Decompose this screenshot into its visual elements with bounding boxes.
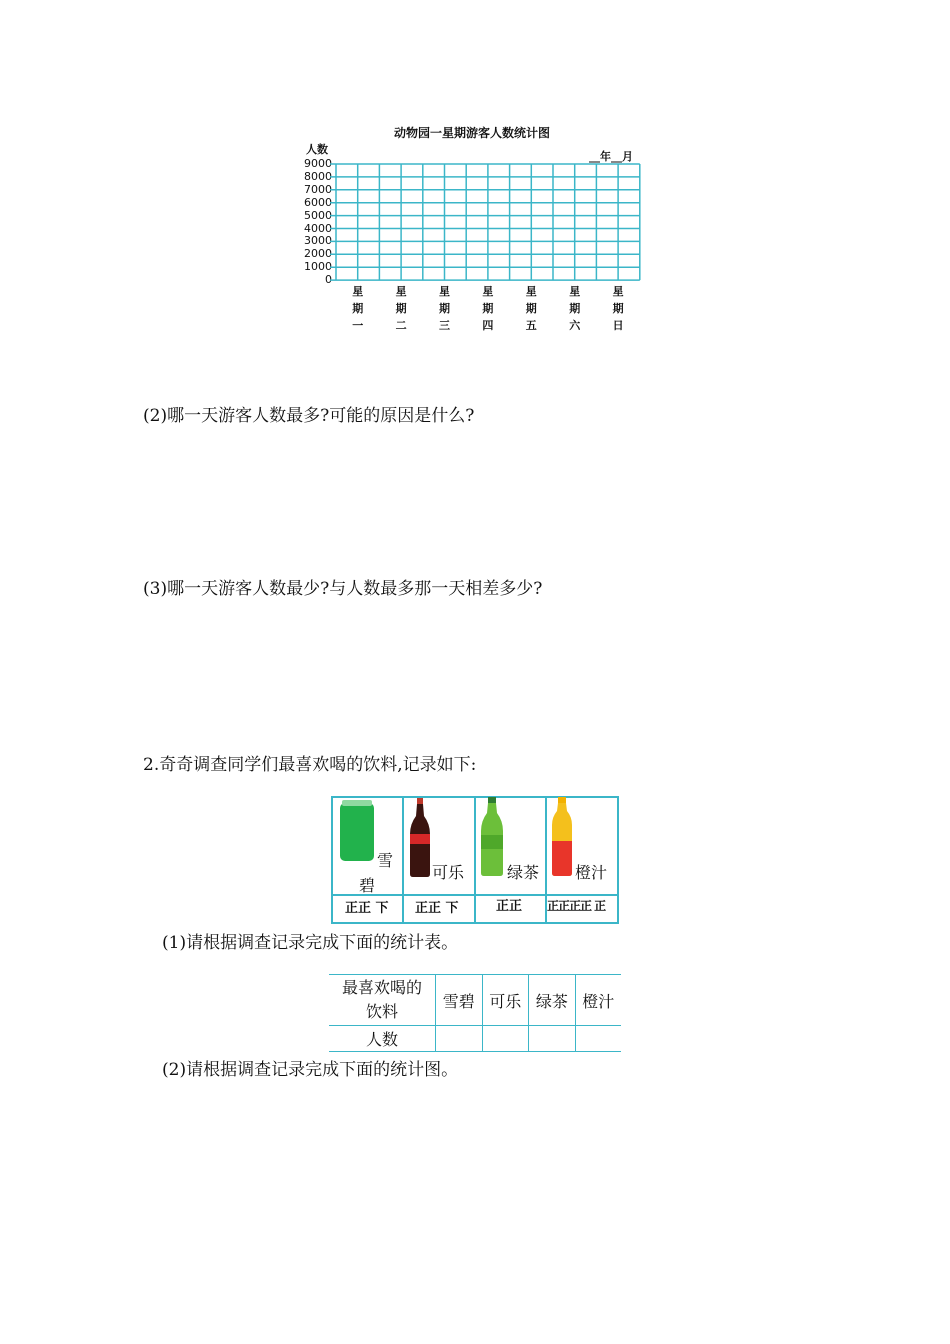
green-tea-bottle-icon	[479, 797, 505, 877]
chart-title: 动物园一星期游客人数统计图	[394, 126, 551, 140]
table-cell-cola[interactable]	[482, 1026, 529, 1052]
tally-sprite: 正正 下	[345, 901, 389, 916]
y-tick-label: 4000	[304, 221, 332, 235]
y-tick-label: 9000	[304, 157, 332, 170]
table-row-label-count: 人数	[329, 1026, 436, 1052]
table-cell-sprite[interactable]	[436, 1026, 483, 1052]
question-3: (3)哪一天游客人数最少?与人数最多那一天相差多少?	[143, 579, 543, 599]
y-tick-label: 7000	[304, 182, 332, 196]
table-header-cola: 可乐	[482, 975, 529, 1026]
statistics-table	[329, 974, 621, 1052]
table-header-green-tea: 绿茶	[529, 975, 576, 1026]
tally-green-tea: 正正	[496, 899, 523, 914]
sprite-can-icon	[338, 799, 376, 863]
y-tick-label: 0	[325, 273, 332, 287]
day-label: 星 期 五	[525, 285, 537, 332]
table-header-sprite: 雪碧	[436, 975, 483, 1026]
sub-question-1: (1)请根据调查记录完成下面的统计表。	[162, 933, 459, 953]
table-header-drink: 最喜欢喝的 饮料	[329, 975, 436, 1026]
drink-label-sprite-a: 雪	[377, 851, 394, 870]
y-tick-label: 5000	[304, 208, 332, 222]
day-label: 星 期 二	[395, 285, 407, 332]
table-header-orange-juice: 橙汁	[575, 975, 621, 1026]
day-label: 星 期 三	[439, 285, 450, 332]
day-label: 星 期 一	[352, 285, 364, 332]
tally-cola: 正正 下	[415, 901, 459, 916]
y-axis-label: 人数	[306, 143, 328, 156]
table-cell-green-tea[interactable]	[529, 1026, 576, 1052]
date-note: __年__月	[589, 150, 633, 163]
drink-label-sprite-b: 碧	[359, 876, 376, 895]
orange-juice-bottle-icon	[550, 797, 574, 877]
problem-2: 2.奇奇调查同学们最喜欢喝的饮料,记录如下:	[143, 755, 477, 775]
drink-label-green-tea: 绿茶	[507, 863, 540, 882]
chart-grid	[330, 160, 650, 286]
y-tick-label: 1000	[304, 260, 332, 274]
drink-label-cola: 可乐	[432, 863, 465, 882]
survey-record-table	[331, 796, 619, 924]
y-tick-label: 3000	[304, 234, 332, 248]
drink-label-orange-juice: 橙汁	[575, 863, 608, 882]
day-label: 星 期 四	[482, 285, 494, 332]
day-label: 星 期 六	[569, 285, 581, 332]
sub-question-2: (2)请根据调查记录完成下面的统计图。	[162, 1060, 459, 1080]
tally-orange-juice: 正正正正 正	[547, 899, 606, 913]
y-tick-label: 8000	[304, 169, 332, 183]
day-label: 星 期 日	[612, 285, 624, 332]
cola-bottle-icon	[408, 798, 432, 878]
question-2: (2)哪一天游客人数最多?可能的原因是什么?	[143, 406, 475, 426]
y-tick-label: 2000	[304, 247, 332, 261]
table-cell-orange-juice[interactable]	[575, 1026, 621, 1052]
y-tick-label: 6000	[304, 195, 332, 209]
